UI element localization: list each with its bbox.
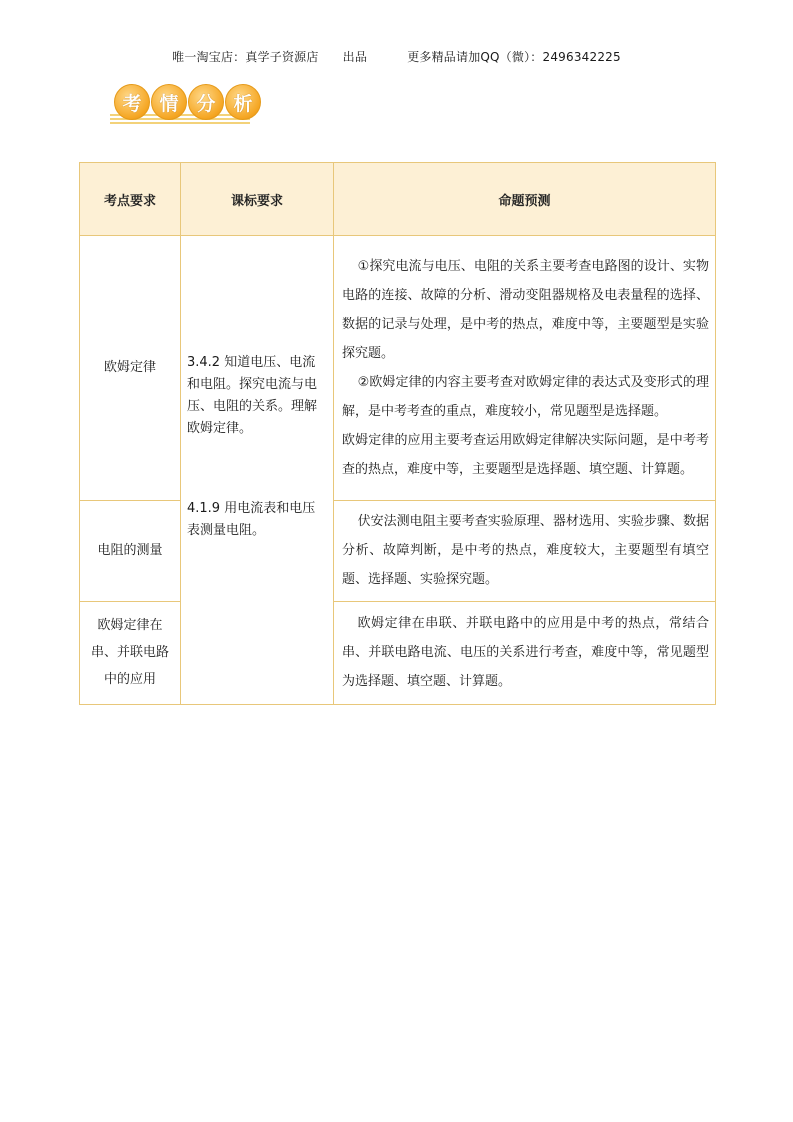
standard-text: 4.1.9 用电流表和电压表测量电阻。 — [187, 501, 316, 538]
standard-text: 3.4.2 知道电压、电流和电阻。探究电流与电压、电阻的关系。理解欧姆定律。 — [187, 355, 318, 436]
header-cell-point: 考点要求 — [80, 163, 181, 236]
table-row — [80, 500, 716, 601]
prediction-cell — [334, 601, 716, 704]
prediction-paragraph: 欧姆定律的应用主要考查运用欧姆定律解决实际问题，是中考考查的热点，难度中等，主要题型是选择题、填空题、计算题。 — [342, 432, 709, 477]
header-cell-prediction: 命题预测 — [334, 163, 716, 236]
prediction-cell — [334, 500, 716, 601]
point-cell: 欧姆定律 — [80, 236, 181, 501]
badge-char: 考 — [114, 84, 150, 120]
table-row — [80, 236, 716, 501]
table-row — [80, 601, 716, 704]
header-cell-standard: 课标要求 — [181, 163, 334, 236]
prediction-paragraph: ①探究电流与电压、电阻的关系主要考查电路图的设计、实物电路的连接、故障的分析、滑动变阻器规格及电表量程的选择、数据的记录与处理，是中考的热点，难度中等，主要题型是实验探究题。 — [342, 258, 709, 361]
badge-char: 析 — [225, 84, 261, 120]
prediction-paragraph: ②欧姆定律的内容主要考查对欧姆定律的表达式及变形式的理解，是中考考查的重点，难度较小，常见题型是选择题。 — [342, 374, 709, 419]
prediction-cell — [334, 236, 716, 501]
point-cell: 欧姆定律在串、并联电路中的应用 — [80, 601, 181, 704]
table-header-row — [80, 163, 716, 236]
standard-cell — [181, 236, 334, 705]
badge-char: 情 — [151, 84, 187, 120]
page-header-text: 唯一淘宝店：真学子资源店 出品 更多精品请加QQ（微）：2496342225 — [172, 50, 621, 64]
prediction-paragraph: 伏安法测电阻主要考查实验原理、器材选用、实验步骤、数据分析、故障判断，是中考的热点，难度较大，主要题型有填空题、选择题、实验探究题。 — [342, 514, 709, 588]
point-cell: 电阻的测量 — [80, 500, 181, 601]
analysis-table — [79, 162, 716, 705]
section-badge — [108, 84, 254, 132]
prediction-paragraph: 欧姆定律在串联、并联电路中的应用是中考的热点，常结合串、并联电路电流、电压的关系进行考查，难度中等，常见题型为选择题、填空题、计算题。 — [342, 616, 709, 690]
badge-char: 分 — [188, 84, 224, 120]
